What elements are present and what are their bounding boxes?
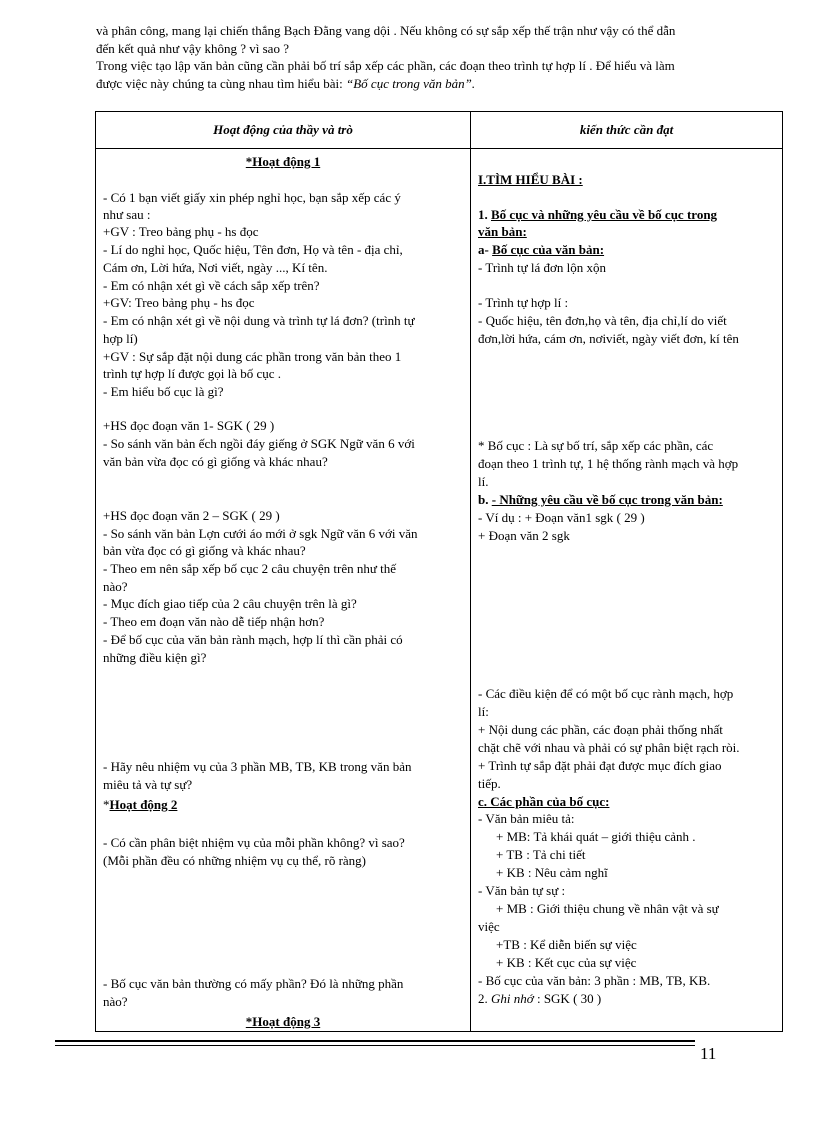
text-line: + Trình tự sắp đặt phải đạt được mục đích giao — [478, 758, 722, 773]
header-activities: Hoạt động của thầy và trò — [96, 112, 471, 149]
knowledge-cell — [471, 149, 783, 1032]
star-marker: * — [103, 797, 110, 812]
text-line: lí: — [478, 704, 489, 719]
text-line: - Theo em đoạn văn nào dễ tiếp nhận hơn? — [103, 614, 325, 629]
lesson-title-quote: “Bố cục trong văn bản”. — [346, 75, 476, 91]
text-line: - Các điều kiện để có một bố cục rành mạch, hợp — [478, 686, 734, 701]
text-line: +GV: Treo bảng phụ - hs đọc — [103, 295, 255, 310]
text-line: - Trình tự hợp lí : — [478, 295, 569, 310]
text-line: - Hãy nêu nhiệm vụ của 3 phần MB, TB, KB trong văn bản — [103, 759, 412, 774]
text-line: đoạn theo 1 trình tự, 1 hệ thống rành mạch và hợp — [478, 456, 739, 471]
table-header-row — [96, 112, 783, 149]
intro-line-text: được việc này chúng ta cùng nhau tìm hiểu bài: — [96, 75, 347, 91]
activity-2-heading — [103, 796, 177, 814]
activities-content — [96, 149, 470, 1031]
part-b-heading — [478, 491, 723, 509]
memo-label: Ghi nhớ — [491, 991, 534, 1006]
text-line: - So sánh văn bản ếch ngồi đáy giếng ở SGK Ngữ văn 6 với — [103, 436, 415, 451]
text-line: +TB : Kể diễn biến sự việc — [496, 937, 637, 952]
text-line: Cám ơn, Lời hứa, Nơi viết, ngày ..., Kí tên. — [103, 260, 328, 275]
part-c-heading: c. Các phần của bố cục: — [478, 794, 610, 809]
text-line: nào? — [103, 579, 128, 594]
text-line: (Mỗi phần đều có những nhiệm vụ cụ thể, rõ ràng) — [103, 853, 367, 868]
intro-line: đến kết quả như vậy không ? vì sao ? — [96, 40, 289, 56]
subsection-title-cont: văn bản: — [478, 224, 527, 239]
text-line: +HS đọc đoạn văn 1- SGK ( 29 ) — [103, 418, 275, 433]
text-line: văn bản vừa đọc có gì giống và khác nhau? — [103, 454, 328, 469]
subsection-number: 1. — [478, 207, 491, 222]
text-line: - Văn bản tự sự : — [478, 883, 566, 898]
text-line: như sau : — [103, 207, 151, 222]
intro-line: và phân công, mang lại chiến thắng Bạch Đằng vang dội . Nếu không có sự sắp xếp thế trận như vậy có thể dẫn — [96, 23, 676, 38]
part-title: - Những yêu cầu về bố cục trong văn bản: — [491, 492, 723, 507]
activities-cell — [96, 149, 471, 1032]
text-line: - Trình tự lá đơn lộn xộn — [478, 260, 607, 275]
text-line: trình tự hợp lí được gọi là bố cục . — [103, 366, 282, 381]
memo-line — [478, 990, 601, 1008]
text-line: - Bố cục của văn bản: 3 phần : MB, TB, KB. — [478, 973, 711, 988]
text-line: + MB: Tả khái quát – giới thiệu cảnh . — [496, 829, 696, 844]
text-line: + Nội dung các phần, các đoạn phải thống nhất — [478, 722, 723, 737]
text-line: +GV : Treo bảng phụ - hs đọc — [103, 224, 259, 239]
text-line: +GV : Sự sắp đặt nội dung các phần trong văn bản theo 1 — [103, 349, 402, 364]
text-line: - So sánh văn bản Lợn cưới áo mới ở sgk Ngữ văn 6 với văn — [103, 526, 418, 541]
text-line: đơn,lời hứa, cám ơn, nơiviết, ngày viết đơn, kí tên — [478, 331, 739, 346]
text-line: +HS đọc đoạn văn 2 – SGK ( 29 ) — [103, 508, 280, 523]
intro-line: Trong việc tạo lập văn bản cũng cần phải bố trí sắp xếp các phần, các đoạn theo trình tự hợp lí . Để hiểu và làm — [96, 58, 675, 73]
text-line: - Có 1 bạn viết giấy xin phép nghỉ học, bạn sắp xếp các ý — [103, 190, 401, 205]
footer-rule — [55, 1045, 695, 1046]
table-body-row — [96, 149, 783, 1032]
text-line: + Đoạn văn 2 sgk — [478, 528, 570, 543]
activity-3-heading: *Hoạt động 3 — [245, 1014, 321, 1029]
text-line: + TB : Tả chi tiết — [496, 847, 586, 862]
text-line: tiếp. — [478, 776, 501, 791]
intro-line — [96, 75, 776, 93]
text-line: + KB : Kết cục của sự việc — [496, 955, 637, 970]
text-line: - Em có nhận xét gì về nội dung và trình tự lá đơn? (trình tự — [103, 313, 415, 328]
memo-reference: : SGK ( 30 ) — [533, 991, 602, 1006]
part-a-heading — [478, 241, 604, 259]
memo-number: 2. — [478, 991, 491, 1006]
text-line: * Bố cục : Là sự bố trí, sắp xếp các phần, các — [478, 438, 714, 453]
text-line: bản vừa đọc có gì giống và khác nhau? — [103, 543, 306, 558]
text-line: lí. — [478, 474, 489, 489]
header-knowledge: kiến thức cần đạt — [471, 112, 783, 149]
text-line: - Mục đích giao tiếp của 2 câu chuyện trên là gì? — [103, 596, 357, 611]
part-marker: a- — [478, 242, 493, 257]
text-line: - Lí do nghỉ học, Quốc hiệu, Tên đơn, Họ và tên - địa chỉ, — [103, 242, 403, 257]
subsection-1-heading — [478, 206, 717, 224]
text-line: - Em hiểu bố cục là gì? — [103, 384, 224, 399]
text-line: miêu tả và tự sự? — [103, 777, 193, 792]
text-line: - Theo em nên sắp xếp bố cục 2 câu chuyện trên như thế — [103, 561, 397, 576]
subsection-title: Bố cục và những yêu cầu về bố cục trong — [491, 207, 718, 222]
activity-2-label: Hoạt động 2 — [109, 797, 178, 812]
knowledge-content — [471, 149, 782, 1031]
text-line: + KB : Nêu cảm nghĩ — [496, 865, 608, 880]
footer-rule — [55, 1040, 695, 1042]
text-line: hợp lí) — [103, 331, 138, 346]
text-line: - Bố cục văn bản thường có mấy phần? Đó là những phần — [103, 976, 404, 991]
lesson-plan-table — [95, 111, 783, 1032]
text-line: nào? — [103, 994, 128, 1009]
text-line: - Quốc hiệu, tên đơn,họ và tên, địa chỉ,lí do viết — [478, 313, 727, 328]
text-line: - Ví dụ : + Đoạn văn1 sgk ( 29 ) — [478, 510, 645, 525]
text-line: - Văn bản miêu tả: — [478, 811, 575, 826]
text-line: những điều kiện gì? — [103, 650, 207, 665]
text-line: việc — [478, 919, 500, 934]
text-line: chặt chẽ với nhau và phải có sự phân biệt rạch ròi. — [478, 740, 740, 755]
text-line: - Có cần phân biệt nhiệm vụ của mỗi phần không? vì sao? — [103, 835, 405, 850]
page-number: 11 — [700, 1044, 717, 1063]
activity-1-heading: *Hoạt động 1 — [245, 154, 321, 169]
text-line: + MB : Giới thiệu chung về nhân vật và sự — [496, 901, 719, 916]
part-title: Bố cục của văn bản: — [492, 242, 605, 257]
section-heading: I.TÌM HIỂU BÀI : — [478, 172, 583, 187]
text-line: - Em có nhận xét gì về cách sắp xếp trên? — [103, 278, 320, 293]
intro-text — [96, 22, 776, 92]
text-line: - Để bố cục của văn bản rành mạch, hợp lí thì cần phải có — [103, 632, 403, 647]
part-marker: b. — [478, 492, 492, 507]
